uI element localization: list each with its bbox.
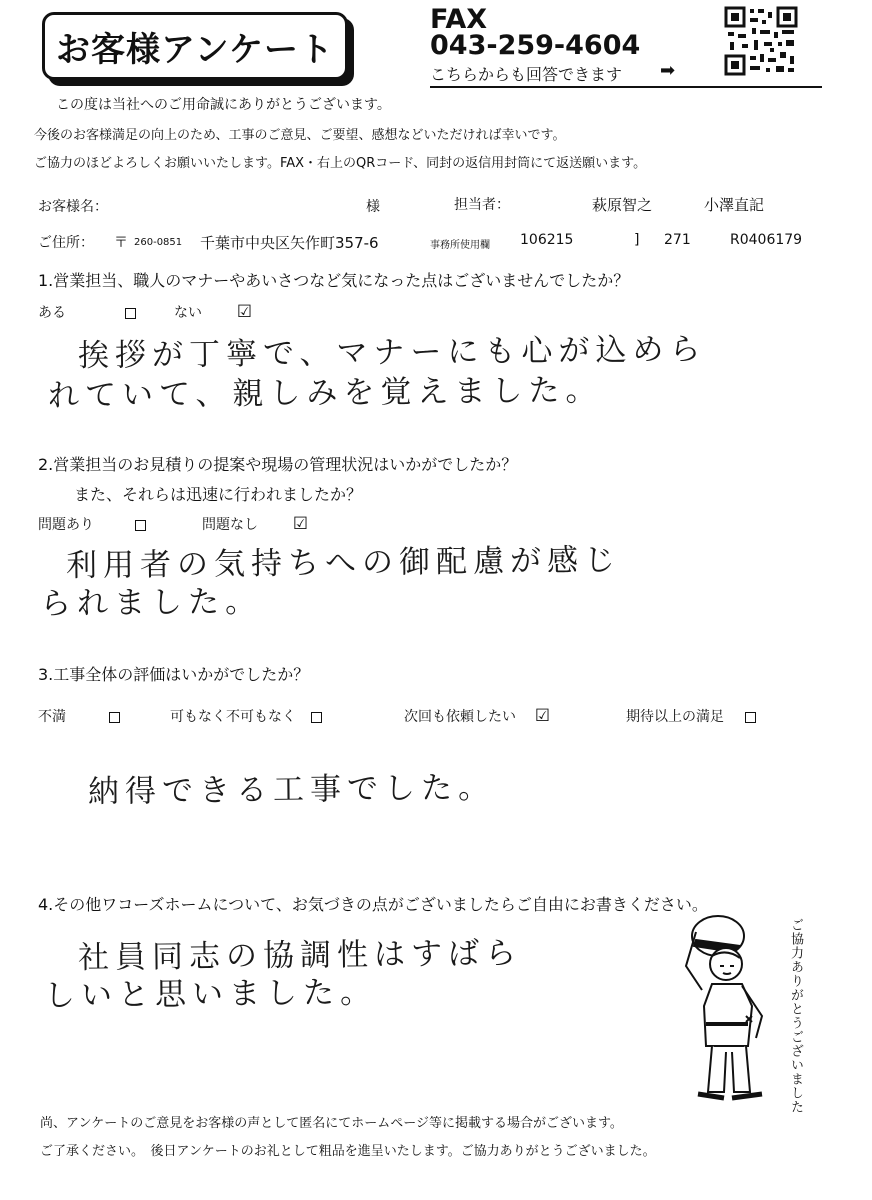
q3-option-neutral[interactable] — [170, 706, 322, 726]
office-use-label: 事務所使用欄 — [430, 240, 490, 251]
checkbox-empty[interactable] — [745, 712, 756, 723]
q2-answer-line-2: られました。 — [39, 583, 263, 622]
header-rule — [430, 86, 822, 88]
sama-label: 様 — [366, 199, 380, 215]
q3-option-label: 不満 — [38, 709, 66, 725]
q3-option-label: 次回も依頼したい — [404, 709, 516, 725]
q3-question: 3.工事全体の評価はいかがでしたか？ — [38, 665, 310, 684]
q4-question: 4.その他ワコーズホームについて、お気づきの点がございましたらご自由にお書きください。 — [38, 895, 708, 914]
checkbox-empty[interactable] — [135, 520, 146, 531]
arrow-right-icon: ➡ — [660, 60, 676, 81]
q4-answer-line-1: 社員同志の協調性はすばら — [77, 935, 523, 976]
q3-answer-line-1: 納得できる工事でした。 — [87, 769, 496, 810]
q1-answer-line-2: れていて、親しみを覚えました。 — [47, 372, 603, 414]
checkbox-checked-icon[interactable]: ☑ — [534, 706, 551, 726]
intro-line-2: 今後のお客様満足の向上のため、工事のご意見、ご要望、感想などいただければ幸いです。 — [34, 128, 566, 143]
q3-option-beyond[interactable] — [626, 706, 756, 726]
q3-option-again[interactable] — [404, 706, 550, 726]
q1-option-label: ある — [38, 305, 66, 321]
q3-option-label: 期待以上の満足 — [626, 709, 724, 725]
office-code-3: R0406179 — [730, 232, 803, 248]
postal-code: 260-0851 — [134, 237, 183, 248]
checkbox-empty[interactable] — [125, 308, 136, 319]
q2-question-line-1: 2.営業担当のお見積りの提案や現場の管理状況はいかがでしたか？ — [38, 455, 518, 474]
address-label: ご住所： — [38, 235, 94, 251]
footer-line-1: 尚、アンケートのご意見をお客様の声として匿名にてホームページ等に掲載する場合がございます。 — [40, 1116, 623, 1131]
survey-title-box — [42, 12, 348, 80]
q2-option-no-problem[interactable] — [202, 514, 308, 534]
q1-option-ari[interactable] — [38, 302, 136, 322]
q2-answer-line-1: 利用者の気持ちへの御配慮が感じ — [65, 542, 622, 584]
office-code-2: 271 — [664, 232, 691, 248]
checkbox-checked-icon[interactable]: ☑ — [236, 302, 253, 322]
intro-line-3: ご協力のほどよろしくお願いいたします。FAX・右上のQRコード、同封の返信用封筒にて返送願います。 — [34, 156, 647, 171]
q1-answer-line-1: 挨拶が丁寧で、マナーにも心が込めら — [77, 331, 707, 374]
office-code-1: 106215 — [520, 232, 574, 248]
q2-question-line-2: また、それらは迅速に行われましたか？ — [74, 485, 363, 504]
survey-title: お客様アンケート — [56, 29, 334, 70]
q2-option-label: 問題なし — [202, 517, 258, 533]
q4-answer-line-2: しいと思いました。 — [43, 974, 378, 1014]
checkbox-empty[interactable] — [311, 712, 322, 723]
q1-option-nai[interactable] — [174, 302, 252, 322]
footer-line-2: ご了承ください。 後日アンケートのお礼として粗品を進呈いたします。ご協力ありがとうございました。 — [40, 1144, 656, 1159]
checkbox-empty[interactable] — [109, 712, 120, 723]
qr-code-icon[interactable] — [724, 6, 798, 76]
staff-name-2: 小澤直記 — [704, 196, 765, 214]
customer-name-label: お客様名： — [38, 199, 108, 215]
q2-option-label: 問題あり — [38, 517, 94, 533]
thanks-vertical-text: ご協力ありがとうございました — [788, 918, 803, 1114]
q2-option-problem[interactable] — [38, 514, 146, 534]
fax-number: 043-259-4604 — [430, 30, 641, 61]
fax-note: こちらからも回答できます — [430, 65, 623, 84]
q3-option-label: 可もなく不可もなく — [170, 709, 296, 725]
q1-option-label: ない — [174, 305, 202, 321]
staff-name-1: 萩原智之 — [592, 196, 653, 214]
office-bracket: ] — [634, 232, 640, 248]
staff-label: 担当者： — [454, 197, 510, 213]
q3-option-dissatisfied[interactable] — [38, 706, 120, 726]
checkbox-checked-icon[interactable]: ☑ — [292, 514, 309, 534]
bowing-worker-illustration — [676, 906, 786, 1106]
postal-mark: 〒 — [114, 235, 128, 251]
address-value: 千葉市中央区矢作町357-6 — [200, 234, 379, 252]
q1-question: 1.営業担当、職人のマナーやあいさつなど気になった点はございませんでしたか？ — [38, 271, 630, 290]
intro-line-1: この度は当社へのご用命誠にありがとうございます。 — [56, 97, 391, 113]
fax-label: FAX — [430, 4, 488, 35]
